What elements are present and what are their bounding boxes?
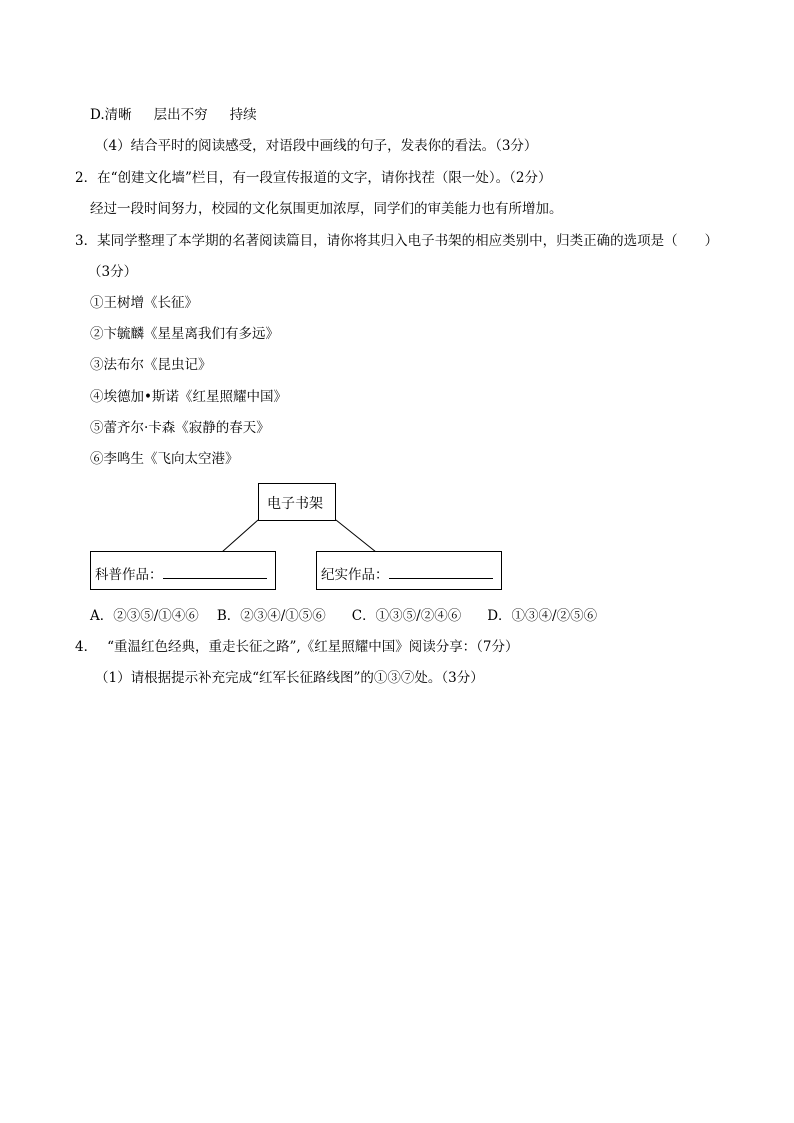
option-letter: C． xyxy=(351,608,376,624)
question-3-number: 3． xyxy=(75,233,98,249)
documentary-blank xyxy=(389,564,493,579)
answer-option-c xyxy=(352,608,461,624)
bookshelf-root-box xyxy=(258,483,336,521)
popular-science-box xyxy=(90,551,276,590)
book-item: ①王树增《长征》 xyxy=(90,295,198,311)
question-2-number: 2． xyxy=(75,170,98,186)
answer-option-a xyxy=(90,608,199,624)
option-text: ①③④/②⑤⑥ xyxy=(511,608,598,624)
question-1-4: （4）结合平时的阅读感受，对语段中画线的句子，发表你的看法。（3分） xyxy=(95,138,538,154)
option-d-word-3: 持续 xyxy=(229,107,257,123)
option-text: ②③④/①⑤⑥ xyxy=(240,608,326,624)
answer-option-d xyxy=(487,608,597,624)
popular-science-row xyxy=(95,563,267,583)
question-4-number: 4． xyxy=(75,639,98,655)
question-3-score: （3分） xyxy=(88,264,138,280)
book-item: ④埃德加•斯诺《红星照耀中国》 xyxy=(90,389,287,405)
book-item: ⑤蕾齐尔·卡森《寂静的春天》 xyxy=(90,420,270,436)
book-item: ②卞毓麟《星星离我们有多远》 xyxy=(90,326,279,342)
popular-science-blank xyxy=(163,564,267,579)
popular-science-label: 科普作品： xyxy=(95,567,163,583)
question-4-1: （1）请根据提示补充完成“红军长征路线图”的①③⑦处。（3分） xyxy=(95,670,484,686)
option-d-word-1: 清晰 xyxy=(104,107,132,123)
book-item: ⑥李鸣生《飞向太空港》 xyxy=(90,451,239,467)
question-4-text: “重温红色经典，重走长征之路”,《红星照耀中国》阅读分享：（7分） xyxy=(107,639,519,655)
connector-left xyxy=(222,520,258,552)
question-3-text: 某同学整理了本学期的名著阅读篇目，请你将其归入电子书架的相应类别中，归类正确的选项是（ ） xyxy=(97,233,719,249)
connector-right xyxy=(336,520,376,552)
option-letter: A． xyxy=(90,608,114,624)
answer-option-b xyxy=(217,608,326,624)
option-letter: B． xyxy=(216,608,241,624)
book-item: ③法布尔《昆虫记》 xyxy=(90,357,212,373)
bookshelf-root-label: 电子书架 xyxy=(267,496,323,512)
option-text: ①③⑤/②④⑥ xyxy=(375,608,462,624)
documentary-row xyxy=(321,563,493,583)
question-2-text: 在“创建文化墙”栏目，有一段宣传报道的文字，请你找茬（限一处）。（2分） xyxy=(97,170,552,186)
option-d-letter: D. xyxy=(90,107,105,123)
question-2-passage: 经过一段时间努力，校园的文化氛围更加浓厚，同学们的审美能力也有所增加。 xyxy=(90,201,563,217)
option-text: ②③⑤/①④⑥ xyxy=(113,608,199,624)
answer-options xyxy=(90,607,597,625)
documentary-box xyxy=(316,551,502,590)
documentary-label: 纪实作品： xyxy=(321,567,389,583)
question-4 xyxy=(75,638,519,656)
option-d-word-2: 层出不穷 xyxy=(153,107,208,123)
option-letter: D． xyxy=(487,608,512,624)
